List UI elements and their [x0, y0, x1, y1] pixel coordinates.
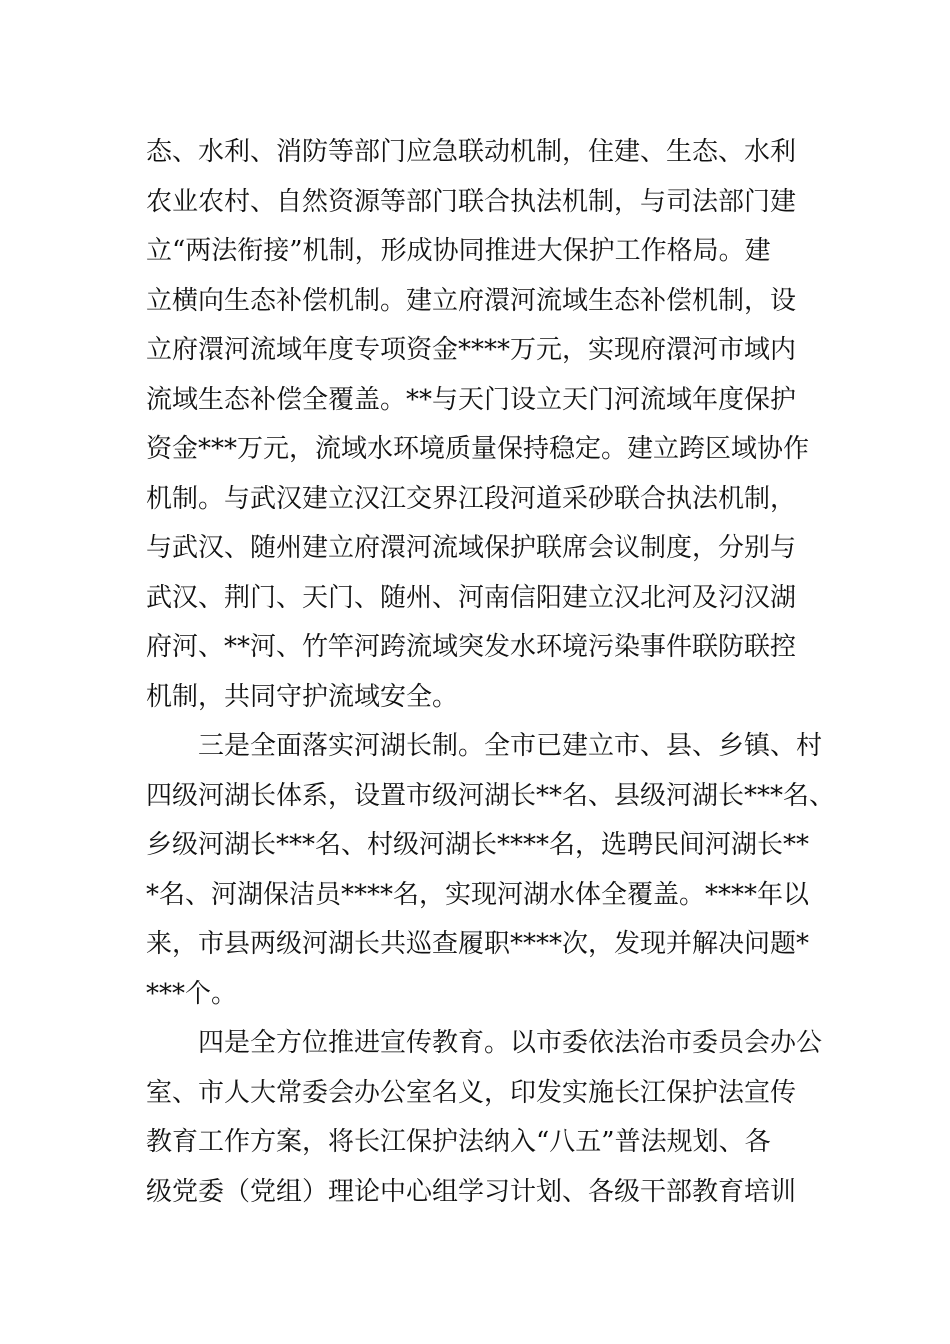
text-line: ***个。 [146, 978, 238, 1009]
text-line: *名、河湖保洁员****名，实现河湖水体全覆盖。****年以 [146, 879, 810, 910]
paragraph-start-line: 四是全方位推进宣传教育。以市委依法治市委员会办公 [146, 1028, 823, 1058]
text-line: 立横向生态补偿机制。建立府澴河流域生态补偿机制，设 [146, 285, 797, 316]
text-line: 流域生态补偿全覆盖。**与天门设立天门河流域年度保护 [146, 384, 797, 415]
text-line: 态、水利、消防等部门应急联动机制，住建、生态、水利 [146, 137, 797, 167]
text-line: 府河、**河、竹竿河跨流域突发水环境污染事件联防联控 [146, 632, 797, 662]
text-line: 与武汉、随州建立府澴河流域保护联席会议制度，分别与 [146, 533, 797, 563]
text-line: 级党委（党组）理论中心组学习计划、各级干部教育培训 [146, 1176, 797, 1207]
text-line: 武汉、荆门、天门、随州、河南信阳建立汉北河及汈汉湖 [146, 582, 797, 613]
text-line: 来，市县两级河湖长共巡查履职****次，发现并解决问题* [146, 929, 810, 959]
paragraph-start-line: 三是全面落实河湖长制。全市已建立市、县、乡镇、村 [146, 731, 823, 761]
text-line: 资金***万元，流域水环境质量保持稳定。建立跨区域协作 [146, 434, 810, 464]
text-line: 立府澴河流域年度专项资金****万元，实现府澴河市域内 [146, 335, 797, 365]
text-line: 乡级河湖长***名、村级河湖长****名，选聘民间河湖长** [146, 830, 810, 860]
text-line: 室、市人大常委会办公室名义，印发实施长江保护法宣传 [146, 1077, 797, 1108]
text-line: 机制。与武汉建立汉江交界江段河道采砂联合执法机制， [146, 483, 797, 514]
text-line: 立“两法衔接”机制，形成协同推进大保护工作格局。建 [146, 236, 771, 266]
text-line: 机制，共同守护流域安全。 [146, 681, 459, 712]
text-line: 农业农村、自然资源等部门联合执法机制，与司法部门建 [146, 186, 797, 217]
text-line: 四级河湖长体系，设置市级河湖长**名、县级河湖长***名、 [146, 780, 836, 811]
text-line: 教育工作方案，将长江保护法纳入“八五”普法规划、各 [146, 1127, 771, 1157]
document-body [146, 128, 836, 1217]
